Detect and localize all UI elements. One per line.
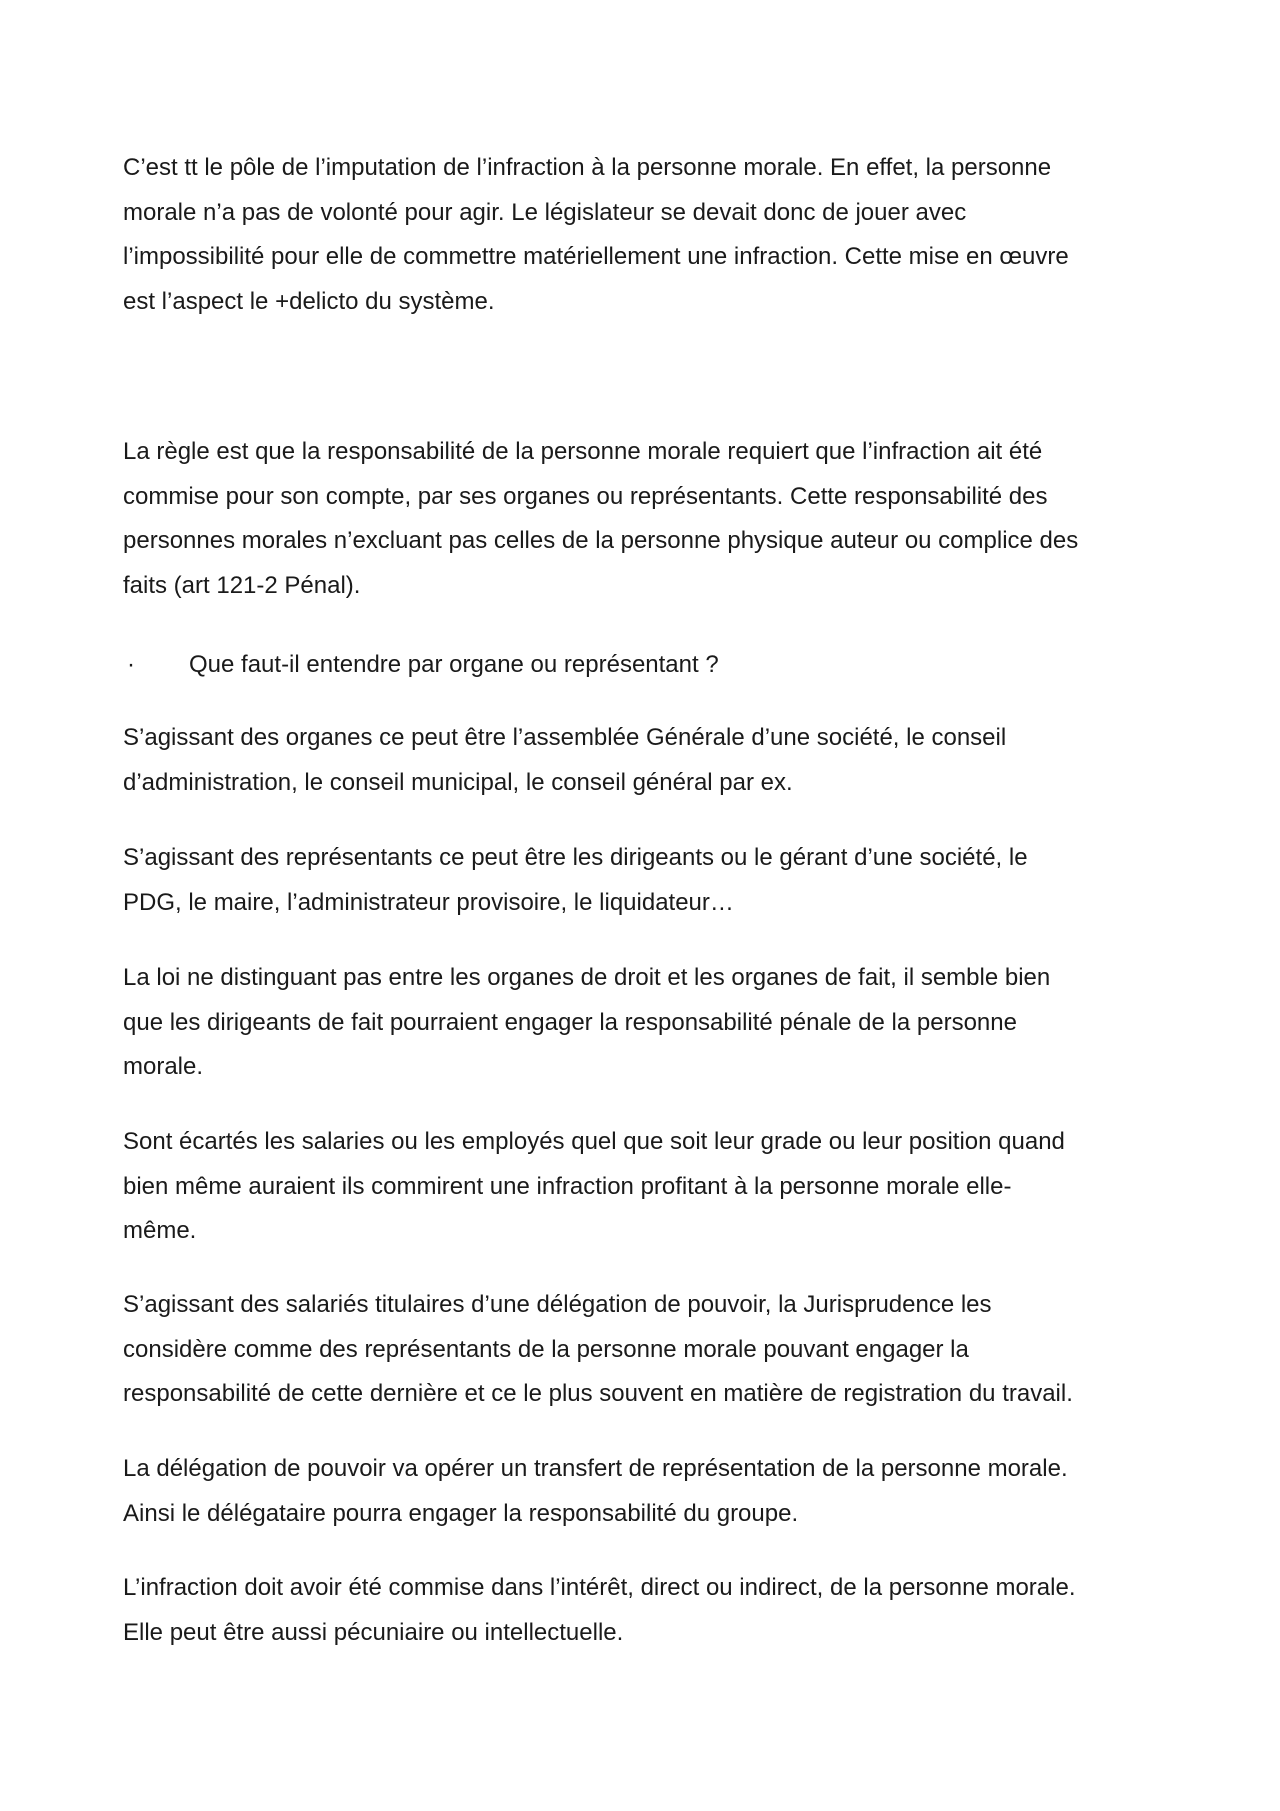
bullet-question-text: Que faut-il entendre par organe ou représentant ? (189, 651, 719, 678)
bullet-marker: · (127, 651, 135, 678)
paragraph-organes-de-fait: La loi ne distinguant pas entre les organes de droit et les organes de fait, il semble bien que les dirigeants de fait pourraient engager la responsabilité pénale de la personne morale. (123, 964, 1051, 1080)
paragraph-salaries-ecartes: Sont écartés les salaries ou les employés quel que soit leur grade ou leur position quand bien même auraient ils commirent une infraction profitant à la personne morale elle- même. (123, 1128, 1065, 1244)
paragraph-delegation-salaries: S’agissant des salariés titulaires d’une délégation de pouvoir, la Jurisprudence les considère comme des représentants de la personne morale pouvant engager la responsabilité de cette dernière et ce le plus souvent en matière de registration du travail. (123, 1291, 1073, 1407)
paragraph-delegation-transfert: La délégation de pouvoir va opérer un transfert de représentation de la personne morale. Ainsi le délégataire pourra engager la responsabilité du groupe. (123, 1455, 1068, 1527)
paragraph-regle-responsabilite: La règle est que la responsabilité de la personne morale requiert que l’infraction ait été commise pour son compte, par ses organes ou représentants. Cette responsabilité des personnes morales n’excluant pas celles de la personne physique auteur ou complice des faits (art 121-2 Pénal). (123, 438, 1079, 599)
paragraph-interet-personne-morale: L’infraction doit avoir été commise dans l’intérêt, direct ou indirect, de la personne morale. Elle peut être aussi pécuniaire ou intellectuelle. (123, 1574, 1076, 1646)
paragraph-imputation-intro: C’est tt le pôle de l’imputation de l’infraction à la personne morale. En effet, la personne morale n’a pas de volonté pour agir. Le législateur se devait donc de jouer avec l’impossibilité pour elle de commettre matériellement une infraction. Cette mise en œuvre est l’aspect le +delicto du système. (123, 154, 1069, 315)
paragraph-representants: S’agissant des représentants ce peut être les dirigeants ou le gérant d’une société, le PDG, le maire, l’administrateur provisoire, le liquidateur… (123, 844, 1028, 916)
paragraph-organes: S’agissant des organes ce peut être l’assemblée Générale d’une société, le conseil d’administration, le conseil municipal, le conseil général par ex. (123, 724, 1007, 796)
